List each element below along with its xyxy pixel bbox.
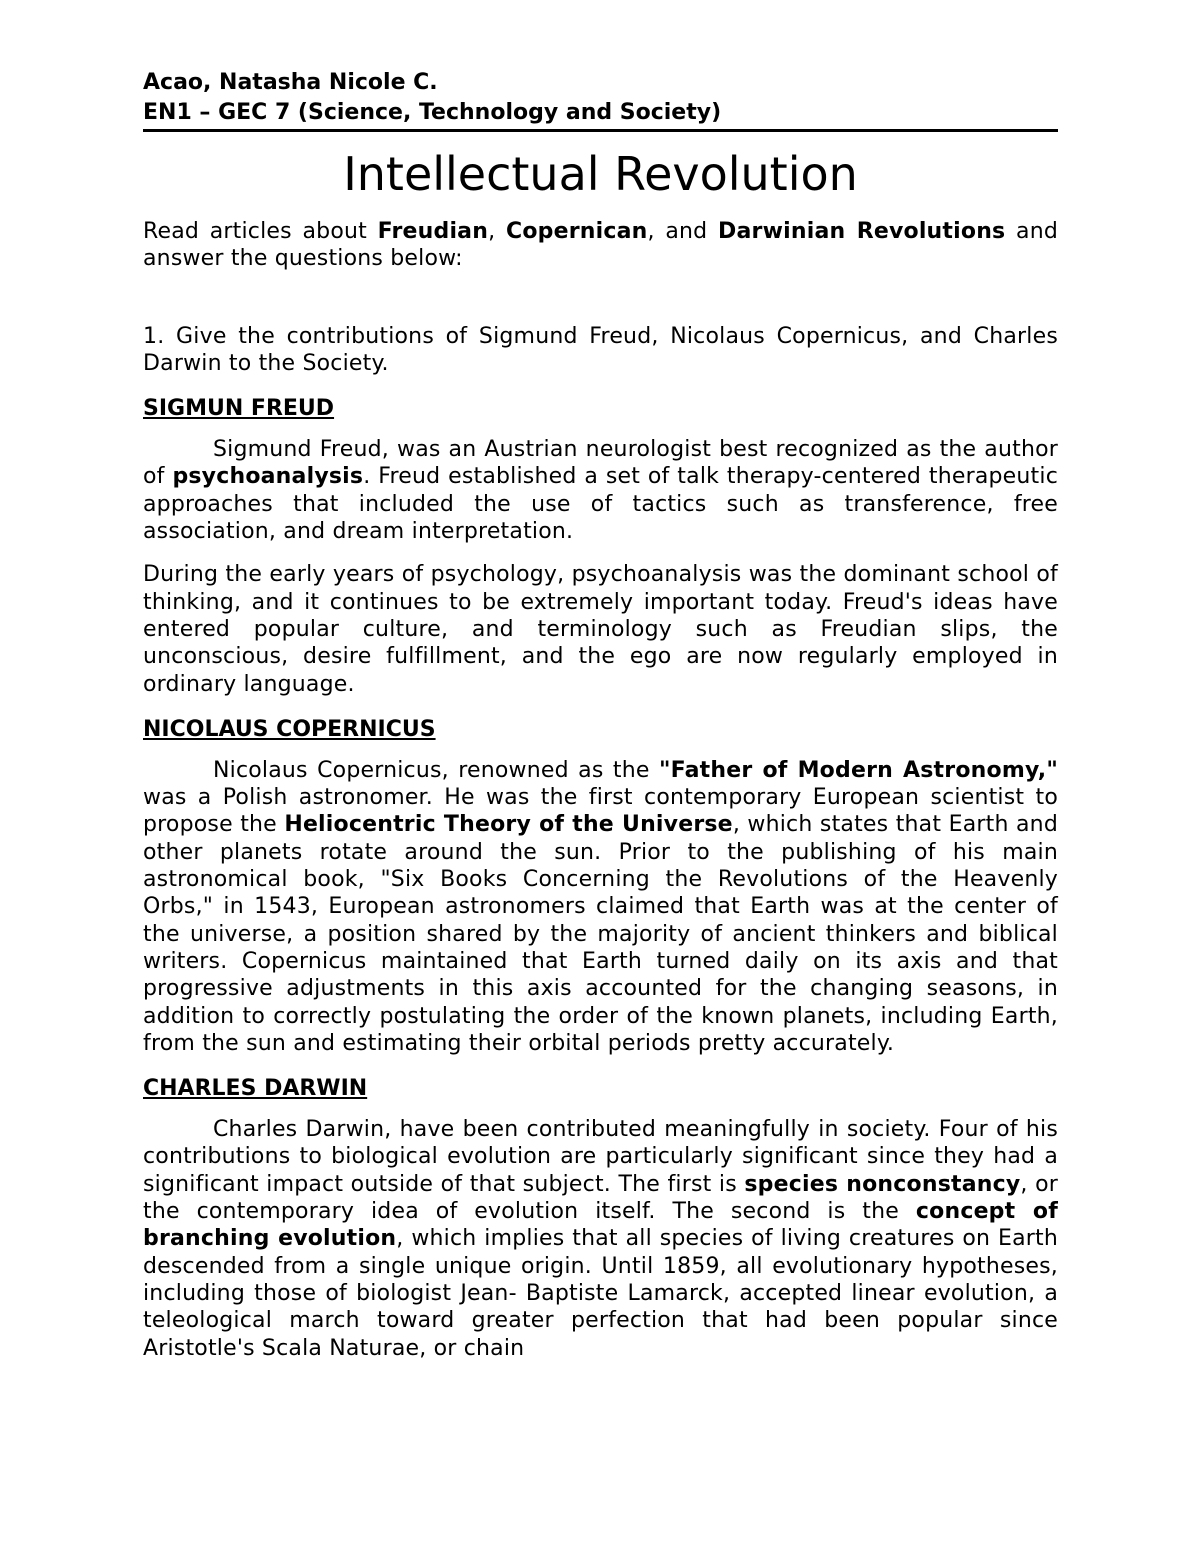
intro-bold-freudian: Freudian: [377, 219, 489, 244]
darwin-paragraph: [143, 1116, 1058, 1362]
body-text: Sigmund Freud, was an Austrian neurologist best recognized as the author of: [143, 437, 1058, 490]
intro-text: and answer the questions below:: [143, 219, 1059, 272]
body-text: Charles Darwin, have been contributed meaningfully in society. Four of his contributions to biological evolution are particularly significant since they had a significant impact outside of that subject. The first is: [143, 1117, 1058, 1197]
body-text: , or the contemporary idea of evolution itself. The second is the: [143, 1171, 1058, 1225]
intro-bold-copernican: Copernican: [505, 219, 648, 244]
section-heading-freud: SIGMUN FREUD: [143, 396, 335, 422]
header-rule: [143, 129, 1058, 132]
bold-term-heliocentric-theory: Heliocentric Theory of the Universe: [284, 812, 733, 838]
intro-paragraph: [143, 218, 1058, 273]
body-text: , which states that Earth and other planets rotate around the sun. Prior to the publishing of his main astronomical book, "Six Books Concerning the Revolutions of the Heavenly Orbs," in 1543, European astronomers claimed that Earth was at the center of the universe, a position shared by the majority of ancient thinkers and biblical writers. Copernicus maintained that Earth turned daily on its axis and that progressive adjustments in this axis accounted for the changing seasons, in addition to correctly postulating the order of the known planets, including Earth, from the sun and estimating their orbital periods pretty accurately.: [143, 812, 1058, 1056]
intro-text: , and: [647, 219, 719, 244]
bold-term-psychoanalysis: psychoanalysis: [172, 464, 364, 490]
body-text: . Freud established a set of talk therapy-centered therapeutic approaches that included the use of tactics such as transference, free association, and dream interpretation.: [143, 464, 1058, 545]
body-text: Nicolaus Copernicus, renowned as the: [213, 757, 659, 783]
intro-text: ,: [488, 219, 506, 244]
body-text: was a Polish astronomer. He was the first contemporary European scientist to propose the: [143, 785, 1058, 838]
bold-term-branching-evolution: concept of branching evolution: [143, 1199, 1058, 1252]
question-1: 1. Give the contributions of Sigmund Freud, Nicolaus Copernicus, and Charles Darwin to the Society.: [143, 323, 1058, 376]
course-name: EN1 – GEC 7 (Science, Technology and Society): [143, 100, 722, 125]
bold-term-father-of-modern-astronomy: "Father of Modern Astronomy,": [659, 757, 1058, 783]
freud-paragraph-2: During the early years of psychology, psychoanalysis was the dominant school of thinking, and it continues to be extremely important today. Freud's ideas have entered popular culture, and terminology such as Freudian slips, the unconscious, desire fulfillment, and the ego are now regularly employed in ordinary language.: [143, 562, 1058, 697]
document-page: [143, 68, 1058, 1362]
body-text: , which implies that all species of living creatures on Earth descended from a single unique origin. Until 1859, all evolutionary hypotheses, including those of biologist Jean- Baptiste Lamarck, accepted linear evolution, a teleological march toward greater perfection that had been popular since Aristotle's Scala Naturae, or chain: [143, 1226, 1058, 1361]
intro-bold-darwinian: Darwinian Revolutions: [718, 219, 1006, 244]
copernicus-paragraph: [143, 757, 1058, 1057]
section-heading-copernicus: NICOLAUS COPERNICUS: [143, 716, 436, 742]
freud-paragraph-1: [143, 436, 1058, 545]
bold-term-species-nonconstancy: species nonconstancy: [744, 1171, 1021, 1197]
section-heading-darwin: CHARLES DARWIN: [143, 1076, 368, 1102]
author-name: Acao, Natasha Nicole C.: [143, 70, 438, 95]
document-title: Intellectual Revolution: [343, 147, 858, 201]
intro-text: Read articles about: [143, 219, 378, 244]
